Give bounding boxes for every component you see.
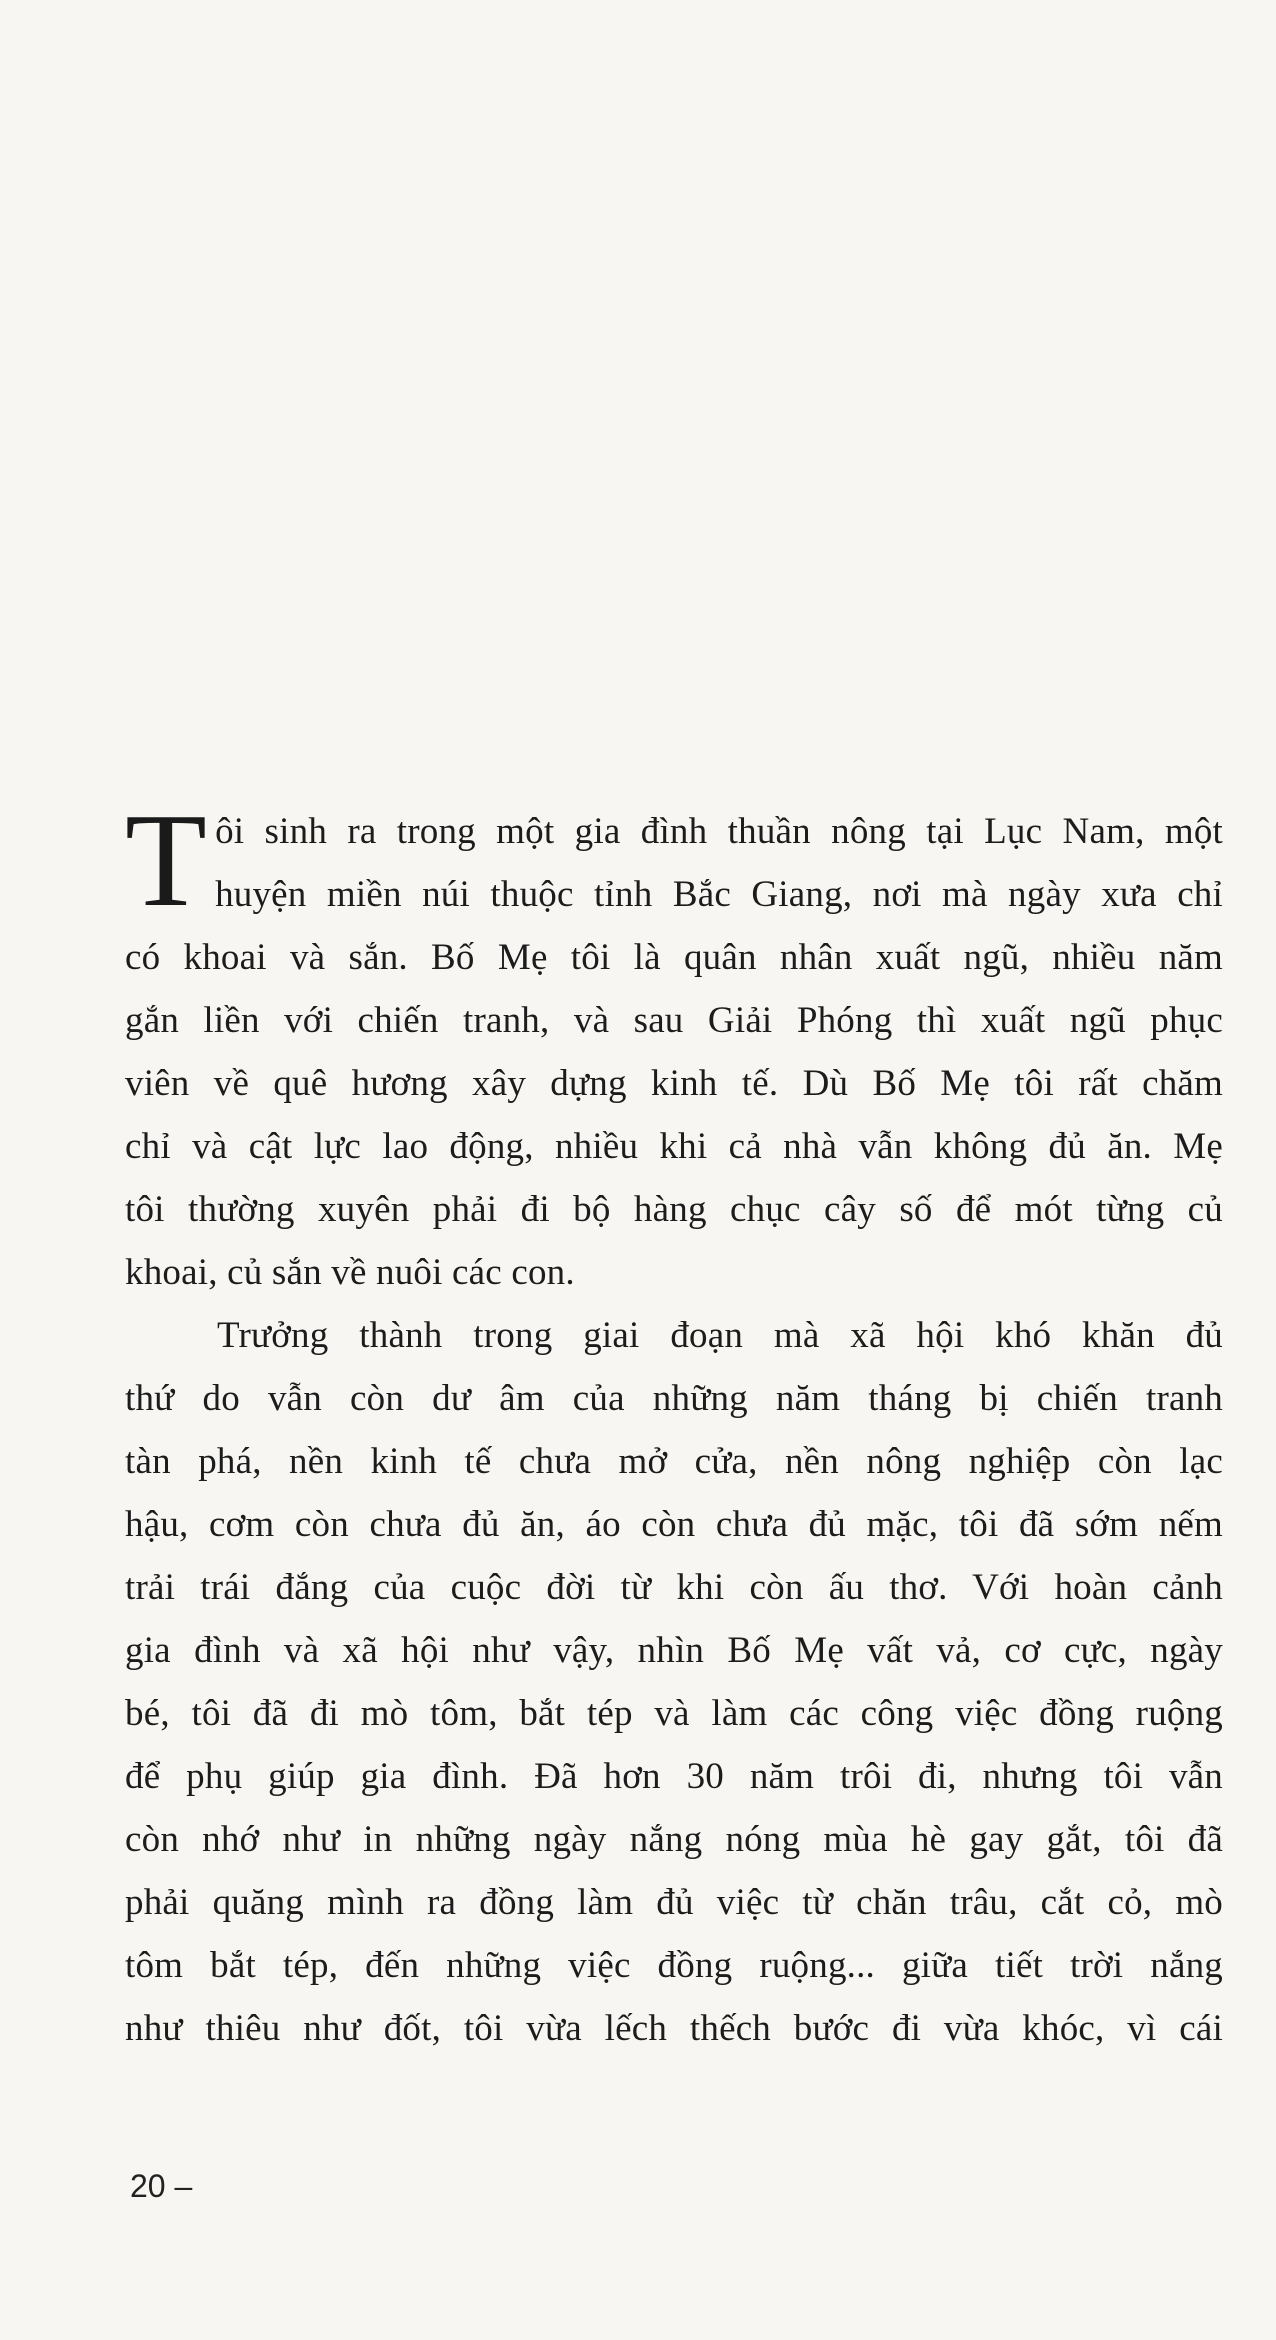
text-line: trải trái đắng của cuộc đời từ khi còn ấu thơ. Với hoàn cảnh <box>125 1567 1223 1608</box>
text-line: ôi sinh ra trong một gia đình thuần nông tại Lục Nam, một <box>215 811 1223 852</box>
text-line: gắn liền với chiến tranh, và sau Giải Phóng thì xuất ngũ phục <box>125 1000 1223 1041</box>
text-line: tôm bắt tép, đến những việc đồng ruộng... giữa tiết trời nắng <box>125 1945 1223 1986</box>
text-line: chỉ và cật lực lao động, nhiều khi cả nhà vẫn không đủ ăn. Mẹ <box>125 1126 1223 1167</box>
text-line: huyện miền núi thuộc tỉnh Bắc Giang, nơi mà ngày xưa chỉ <box>215 874 1223 915</box>
text-line: còn nhớ như in những ngày nắng nóng mùa hè gay gắt, tôi đã <box>125 1819 1223 1860</box>
text-line: hậu, cơm còn chưa đủ ăn, áo còn chưa đủ mặc, tôi đã sớm nếm <box>125 1504 1223 1545</box>
text-line: khoai, củ sắn về nuôi các con. <box>125 1252 575 1293</box>
text-line: bé, tôi đã đi mò tôm, bắt tép và làm các công việc đồng ruộng <box>125 1693 1223 1734</box>
text-line: có khoai và sắn. Bố Mẹ tôi là quân nhân xuất ngũ, nhiều năm <box>125 937 1223 978</box>
text-line: như thiêu như đốt, tôi vừa lếch thếch bước đi vừa khóc, vì cái <box>125 2008 1223 2049</box>
text-line: gia đình và xã hội như vậy, nhìn Bố Mẹ vất vả, cơ cực, ngày <box>125 1630 1223 1671</box>
paragraph-1 <box>125 786 1223 1304</box>
text-line: để phụ giúp gia đình. Đã hơn 30 năm trôi đi, nhưng tôi vẫn <box>125 1756 1223 1797</box>
text-line: thứ do vẫn còn dư âm của những năm tháng bị chiến tranh <box>125 1378 1223 1419</box>
text-line: phải quăng mình ra đồng làm đủ việc từ chăn trâu, cắt cỏ, mò <box>125 1882 1223 1923</box>
page-number: 20 – <box>130 2168 193 2204</box>
text-line: Trưởng thành trong giai đoạn mà xã hội khó khăn đủ <box>217 1315 1223 1356</box>
body-text <box>125 786 1223 2060</box>
text-line: tôi thường xuyên phải đi bộ hàng chục cây số để mót từng củ <box>125 1189 1223 1230</box>
drop-cap: T <box>125 786 208 934</box>
text-line: viên về quê hương xây dựng kinh tế. Dù Bố Mẹ tôi rất chăm <box>125 1063 1223 1104</box>
paragraph-2 <box>125 1304 1223 2060</box>
text-line: tàn phá, nền kinh tế chưa mở cửa, nền nông nghiệp còn lạc <box>125 1441 1223 1482</box>
